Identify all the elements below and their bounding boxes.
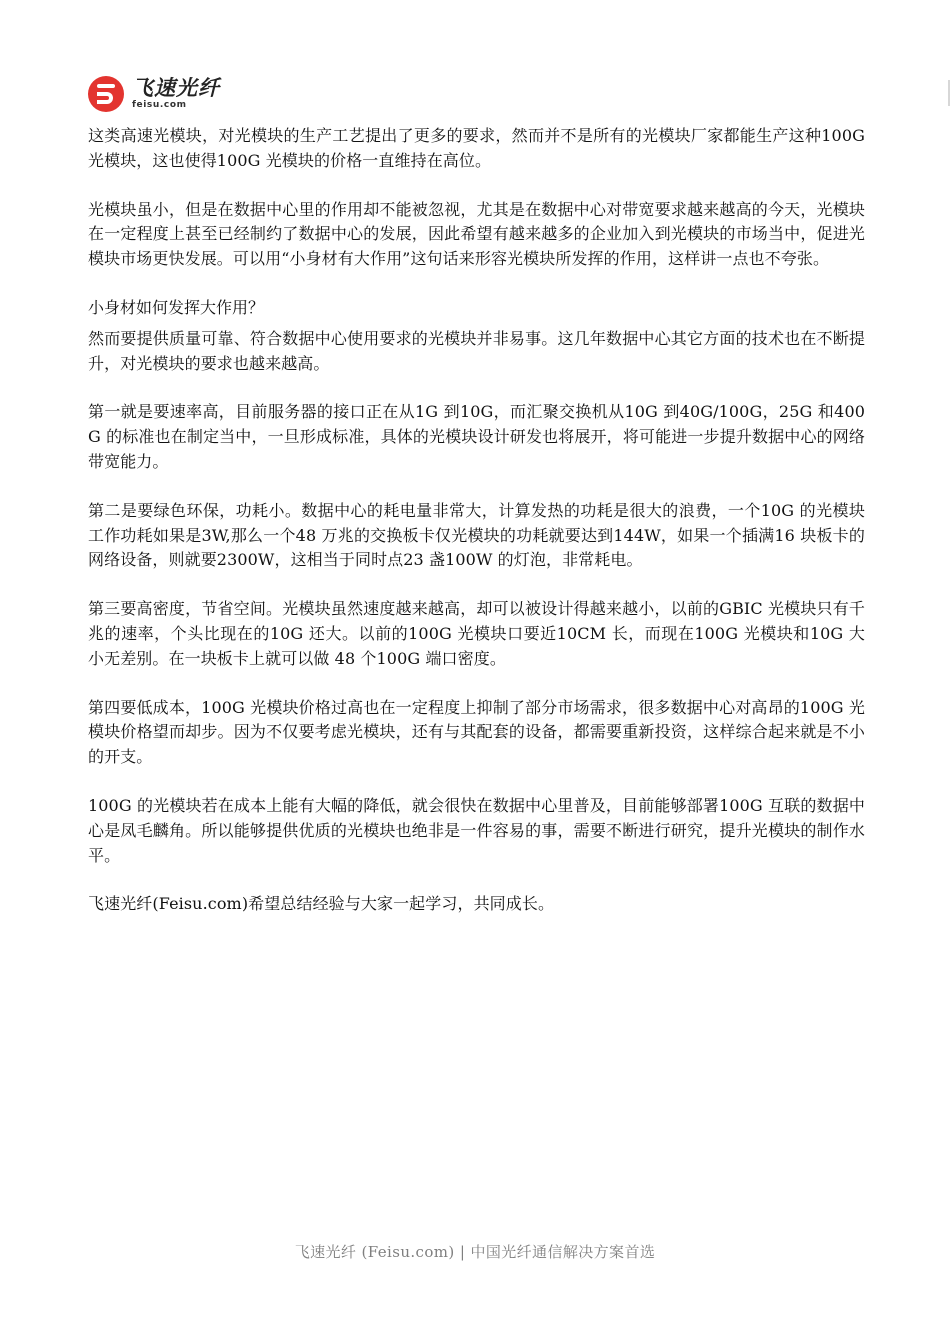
paragraph-closing: 飞速光纤(Feisu.com)希望总结经验与大家一起学习，共同成长。 <box>88 894 555 914</box>
page-footer: 飞速光纤 (Feisu.com) | 中国光纤通信解决方案首选 <box>294 1243 656 1261</box>
paragraph-high-density: 第三要高密度，节省空间。光模块虽然速度越来越高，却可以被设计得越来越小，以前的GBIC 光模块只有千兆的速率，个头比现在的10G 还大。以前的100G 光模块口要近10CM 长，而现在100G 光模块和10G 大小无差别。在一块板卡上就可以做 48 个100G 端口密度。 <box>88 599 865 668</box>
paragraph-intro: 这类高速光模块，对光模块的生产工艺提出了更多的要求，然而并不是所有的光模块厂家都能生产这种100G 光模块，这也使得100G 光模块的价格一直维持在高位。 <box>88 126 865 170</box>
paragraph-high-speed: 第一就是要速率高，目前服务器的接口正在从1G 到10G，而汇聚交换机从10G 到40G/100G，25G 和400G 的标准也在制定当中，一旦形成标准，具体的光模块设计研发也将展开，将可能进一步提升数据中心的网络带宽能力。 <box>88 402 865 471</box>
paragraph-low-power: 第二是要绿色环保，功耗小。数据中心的耗电量非常大，计算发热的功耗是很大的浪费，一个10G 的光模块工作功耗如果是3W,那么一个48 万兆的交换板卡仅光模块的功耗就要达到144W，如果一个插满16 块板卡的网络设备，则就要2300W，这相当于同时点23 盏100W 的灯泡，非常耗电。 <box>88 500 865 570</box>
section-heading: 小身材如何发挥大作用？ <box>88 297 265 317</box>
paragraph-adoption: 100G 的光模块若在成本上能有大幅的降低，就会很快在数据中心里普及，目前能够部署100G 互联的数据中心是凤毛麟角。所以能够提供优质的光模块也绝非是一件容易的事，需要不断进行研究，提升光模块的制作水平。 <box>88 795 865 865</box>
feisu-logo-icon <box>88 76 124 112</box>
document-body <box>88 124 865 941</box>
paragraph-importance: 光模块虽小，但是在数据中心里的作用却不能被忽视，尤其是在数据中心对带宽要求越来越高的今天，光模块在一定程度上甚至已经制约了数据中心的发展，因此希望有越来越多的企业加入到光模块的市场当中，促进光模块市场更快发展。可以用“小身材有大作用”这句话来形容光模块所发挥的作用，这样讲一点也不夸张。 <box>88 199 865 269</box>
logo-name: 飞速光纤 <box>132 76 220 100</box>
paragraph-low-cost: 第四要低成本，100G 光模块价格过高也在一定程度上抑制了部分市场需求，很多数据中心对高昂的100G 光模块价格望而却步。因为不仅要考虑光模块，还有与其配套的设备，都需要重新投资，这样综合起来就是不小的开支。 <box>88 697 865 767</box>
feisu-logo <box>88 76 220 112</box>
logo-domain: feisu.com <box>132 100 187 110</box>
paragraph-requirements: 然而要提供质量可靠、符合数据中心使用要求的光模块并非易事。这几年数据中心其它方面的技术也在不断提升，对光模块的要求也越来越高。 <box>88 328 865 373</box>
logo-text <box>132 78 220 110</box>
